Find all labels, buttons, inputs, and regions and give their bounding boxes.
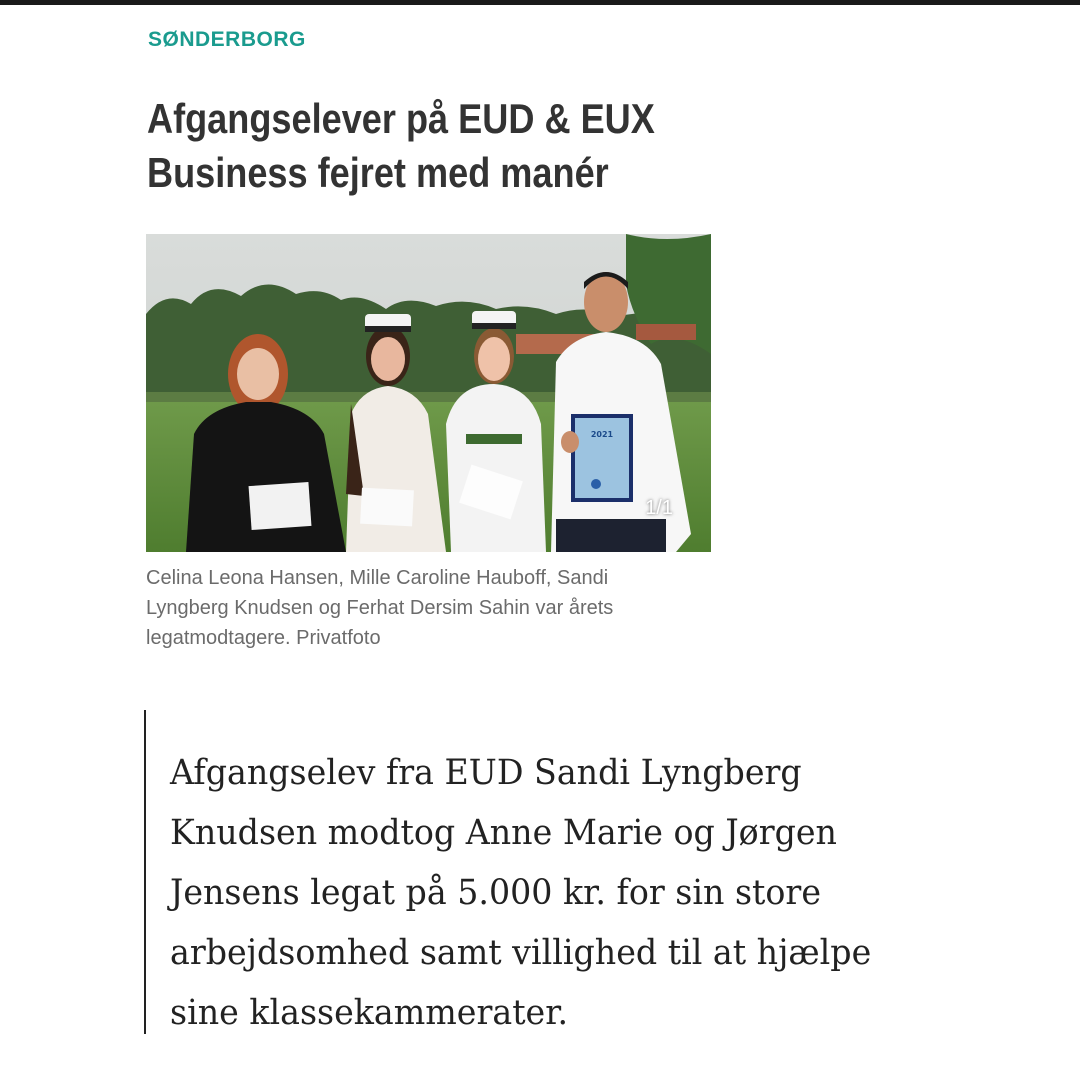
top-bar: [0, 0, 1080, 5]
article-photo[interactable]: [146, 234, 711, 552]
section-tag-link[interactable]: SØNDERBORG: [148, 28, 306, 51]
headline-line-1: Afgangselever på EUD & EUX: [147, 95, 655, 142]
photo-illustration: [146, 234, 711, 552]
pull-quote: Afgangselev fra EUD Sandi Lyngberg Knudsen modtog Anne Marie og Jørgen Jensens legat på 5.000 kr. for sin store arbejdsomhed samt villighed til at hjælpe sine klassekammerater.: [170, 753, 872, 1033]
headline-line-2: Business fejret med manér: [147, 149, 609, 196]
photo-counter: 1/1: [645, 497, 673, 519]
certificate-year: 2021: [590, 430, 614, 439]
article-headline: [147, 92, 680, 200]
quote-rule: [144, 710, 146, 1034]
photo-caption: Celina Leona Hansen, Mille Caroline Hauboff, Sandi Lyngberg Knudsen og Ferhat Dersim Sahin var årets legatmodtagere. Privatfoto: [146, 567, 614, 649]
